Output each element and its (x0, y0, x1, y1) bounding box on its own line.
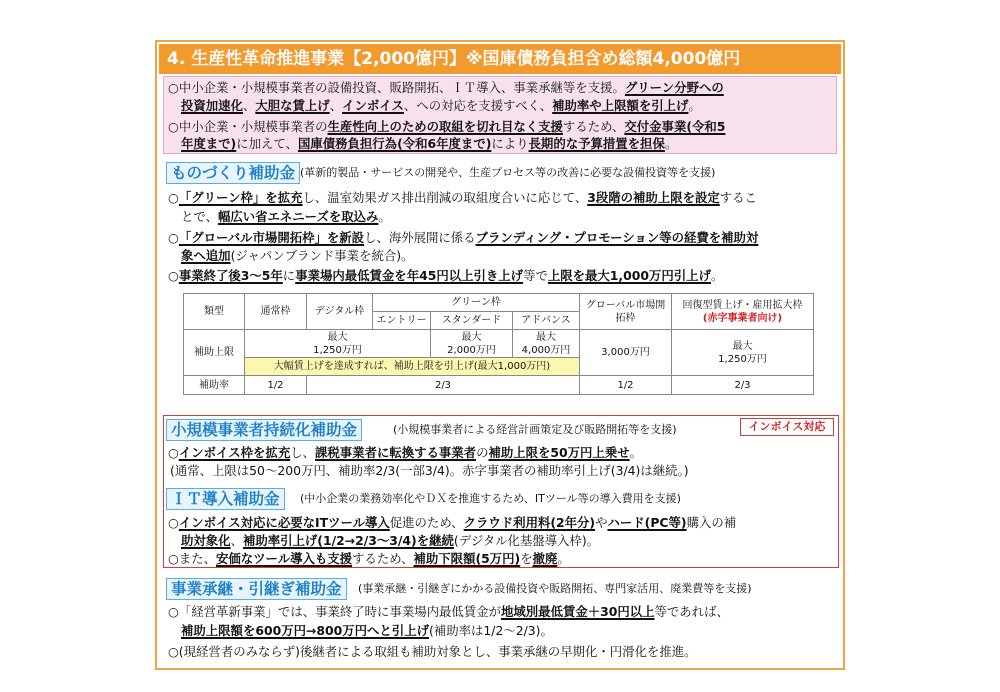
shokei-line-2: 補助上限額を600万円→800万円へと引上げ(補助率は1/2～2/3)。 (181, 623, 553, 638)
shokei-header: 事業承継・引継ぎ補助金 (166, 578, 347, 600)
th-recovery: 回復型賃上げ・雇用拡大枠 (赤字事業者向け) (672, 294, 814, 330)
jizokuka-note: (小規模事業者による経営計画策定及び販路開拓等を支援) (393, 423, 677, 436)
th-green: グリーン枠 (373, 294, 580, 312)
shokei-line-1: ○「経営革新事業」では、事業終了時に事業場内最低賃金が地域別最低賃金＋30円以上等であれば、 (168, 604, 729, 619)
row-rate-label: 補助率 (184, 376, 245, 395)
monozukuri-line-1: ○「グリーン枠」を拡充し、温室効果ガス排出削減の取組度合いに応じて、3段階の補助上限を設定するこ (168, 190, 757, 205)
th-normal: 通常枠 (245, 294, 307, 330)
limit-normal-digital-entry: 最大 1,250万円 (245, 330, 431, 358)
wage-note: 大幅賃上げを達成すれば、補助上限を引上げ(最大1,000万円) (245, 358, 580, 376)
intro-line-1: ○中小企業・小規模事業者の設備投資、販路開拓、ＩＴ導入、事業承継等を支援。グリーン分野への (168, 80, 724, 95)
it-header: ＩＴ導入補助金 (166, 488, 285, 510)
intro-line-4: 年度まで)に加えて、国庫債務負担行為(令和6年度まで)により長期的な予算措置を担保。 (181, 136, 678, 151)
it-line-1: ○インボイス対応に必要なITツール導入促進のため、クラウド利用料(2年分)やハード(PC等)購入の補 (168, 515, 737, 530)
jizokuka-line-1: ○インボイス枠を拡充し、課税事業者に転換する事業者の補助上限を50万円上乗せ。 (168, 445, 643, 460)
th-entry: エントリー (373, 312, 431, 330)
rate-recovery: 2/3 (672, 376, 814, 395)
monozukuri-line-4: 象へ追加(ジャパンブランド事業を統合)。 (181, 248, 414, 263)
monozukuri-line-5: ○事業終了後3～5年に事業場内最低賃金を年45円以上引き上げ等で上限を最大1,000万円引上げ。 (168, 268, 724, 283)
it-line-3: ○また、安価なツール導入も支援するため、補助下限額(5万円)を撤廃。 (168, 551, 570, 566)
rate-normal: 1/2 (245, 376, 307, 395)
shokei-line-3: ○(現経営者のみならず)後継者による取組も補助対象とし、事業承継の早期化・円滑化を推進。 (168, 644, 697, 659)
jizokuka-line-2: (通常、上限は50～200万円、補助率2/3(一部3/4)。赤字事業者の補助率引上げ(3/4)は継続。) (170, 463, 689, 478)
th-global: グローバル市場開拓枠 (580, 294, 672, 330)
limit-recovery: 最大 1,250万円 (672, 330, 814, 376)
it-line-2: 助対象化、補助率引上げ(1/2→2/3～3/4)を継続(デジタル化基盤導入枠)。 (181, 533, 600, 548)
jizokuka-header: 小規模事業者持続化補助金 (166, 419, 362, 441)
rate-global: 1/2 (580, 376, 672, 395)
monozukuri-line-2: とで、幅広い省エネニーズを取込み。 (181, 209, 391, 224)
section-title: 4. 生産性革命推進事業【2,000億円】※国庫債務負担含め総額4,000億円 (159, 44, 841, 74)
limit-global: 3,000万円 (580, 330, 672, 376)
invoice-badge: インボイス対応 (740, 418, 834, 436)
intro-line-3: ○中小企業・小規模事業者の生産性向上のための取組を切れ目なく支援するため、交付金事業(令和5 (168, 119, 726, 134)
th-type: 類型 (184, 294, 245, 330)
th-digital: デジタル枠 (307, 294, 373, 330)
rate-mid: 2/3 (307, 376, 580, 395)
monozukuri-note: (革新的製品・サービスの開発や、生産プロセス等の改善に必要な設備投資等を支援) (300, 166, 716, 179)
monozukuri-line-3: ○「グローバル市場開拓枠」を新設し、海外展開に係るブランディング・プロモーション等の経費を補助対 (168, 230, 759, 245)
th-standard: スタンダード (431, 312, 513, 330)
shokei-note: (事業承継・引継ぎにかかる設備投資や販路開拓、専門家活用、廃業費等を支援) (358, 582, 752, 595)
th-advance: アドバンス (513, 312, 580, 330)
subsidy-table (183, 293, 814, 395)
it-note: (中小企業の業務効率化やＤＸを推進するため、ITツール等の導入費用を支援) (300, 492, 681, 505)
limit-advance: 最大 4,000万円 (513, 330, 580, 358)
row-limit-label: 補助上限 (184, 330, 245, 376)
intro-line-2: 投資加速化、大胆な賃上げ、インボイス、への対応を支援すべく、補助率や上限額を引上げ。 (181, 98, 701, 113)
limit-standard: 最大 2,000万円 (431, 330, 513, 358)
monozukuri-header: ものづくり補助金 (166, 162, 300, 184)
